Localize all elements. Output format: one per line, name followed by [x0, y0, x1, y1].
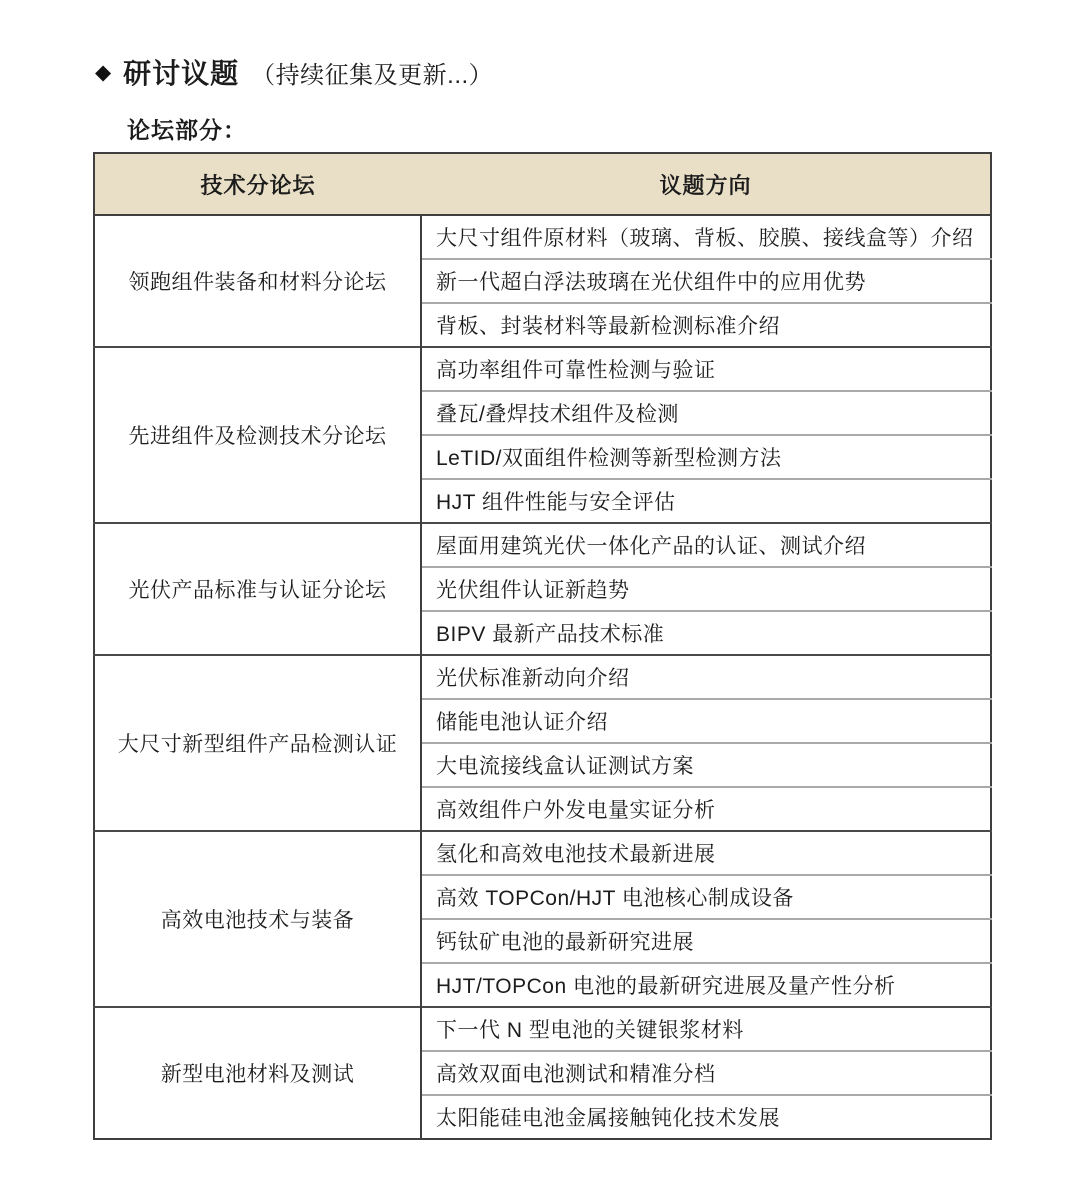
topic-cell: 叠瓦/叠焊技术组件及检测: [421, 391, 991, 435]
topic-cell: HJT/TOPCon 电池的最新研究进展及量产性分析: [421, 963, 991, 1007]
forum-cell: 大尺寸新型组件产品检测认证: [94, 655, 421, 831]
table-row: [94, 831, 991, 875]
title-suffix-text: （持续征集及更新...）: [251, 61, 494, 89]
forum-cell: 先进组件及检测技术分论坛: [94, 347, 421, 523]
topic-cell: HJT 组件性能与安全评估: [421, 479, 991, 523]
topic-cell: 下一代 N 型电池的关键银浆材料: [421, 1007, 991, 1051]
topic-cell: 光伏组件认证新趋势: [421, 567, 991, 611]
topic-cell: 大尺寸组件原材料（玻璃、背板、胶膜、接线盒等）介绍: [421, 215, 991, 259]
table-row: [94, 1007, 991, 1051]
topic-cell: 屋面用建筑光伏一体化产品的认证、测试介绍: [421, 523, 991, 567]
topic-cell: 太阳能硅电池金属接触钝化技术发展: [421, 1095, 991, 1139]
forum-cell: 领跑组件装备和材料分论坛: [94, 215, 421, 347]
topic-cell: LeTID/双面组件检测等新型检测方法: [421, 435, 991, 479]
topic-cell: BIPV 最新产品技术标准: [421, 611, 991, 655]
topic-cell: 光伏标准新动向介绍: [421, 655, 991, 699]
forum-cell: 光伏产品标准与认证分论坛: [94, 523, 421, 655]
table-row: [94, 215, 991, 259]
table-row: [94, 347, 991, 391]
forum-cell: 高效电池技术与装备: [94, 831, 421, 1007]
forum-topics-table: [93, 152, 992, 1140]
table-row: [94, 523, 991, 567]
forum-section-label: 论坛部分：: [127, 117, 247, 143]
table-header-row: [94, 153, 991, 215]
topic-cell: 新一代超白浮法玻璃在光伏组件中的应用优势: [421, 259, 991, 303]
topic-cell: 背板、封装材料等最新检测标准介绍: [421, 303, 991, 347]
forum-cell: 新型电池材料及测试: [94, 1007, 421, 1139]
title-text: 研讨议题: [123, 58, 240, 89]
topic-cell: 高效组件户外发电量实证分析: [421, 787, 991, 831]
topic-cell: 高功率组件可靠性检测与验证: [421, 347, 991, 391]
page-title: [95, 52, 493, 92]
topic-cell: 氢化和高效电池技术最新进展: [421, 831, 991, 875]
topic-cell: 高效双面电池测试和精准分档: [421, 1051, 991, 1095]
column-header-forum: 技术分论坛: [94, 153, 421, 215]
table-row: [94, 655, 991, 699]
column-header-topic: 议题方向: [421, 153, 991, 215]
topic-cell: 大电流接线盒认证测试方案: [421, 743, 991, 787]
topic-cell: 储能电池认证介绍: [421, 699, 991, 743]
topic-cell: 钙钛矿电池的最新研究进展: [421, 919, 991, 963]
diamond-bullet-icon: ◆: [95, 60, 112, 84]
topic-cell: 高效 TOPCon/HJT 电池核心制成设备: [421, 875, 991, 919]
